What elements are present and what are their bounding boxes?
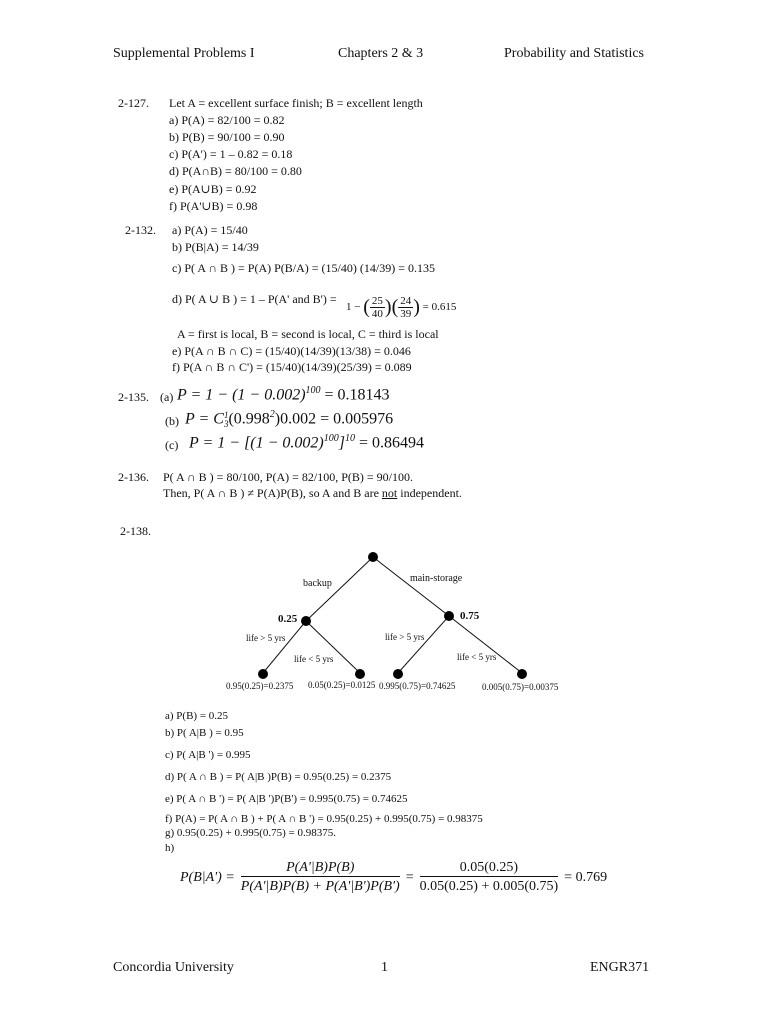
branch-label-backup: backup: [303, 578, 332, 589]
fraction-result: = 0.615: [422, 301, 457, 314]
branch-label-life: life > 5 yrs: [385, 632, 425, 642]
answer-line: a) P(A) = 82/100 = 0.82: [169, 113, 285, 127]
fraction: $\frac{25}{40}$: [371, 295, 383, 320]
formula-result: = 0.769: [564, 869, 608, 885]
answer-line: b) P(B) = 90/100 = 0.90: [169, 130, 285, 144]
problem-number: 2-138.: [120, 524, 151, 538]
header-right: Probability and Statistics: [504, 46, 644, 61]
tree-leaf-node: [258, 669, 268, 679]
branch-label-life: life < 5 yrs: [457, 652, 497, 662]
branch-label-main-storage: main-storage: [410, 573, 463, 584]
answer-line: c) P(A') = 1 – 0.82 = 0.18: [169, 147, 293, 161]
formula-c: $P = 1 - [(1 - 0.002)^{100}]^{10} = 0.86494$: [189, 433, 425, 452]
fraction-expression: 1 − ( $\frac{25}{40}$ )( $\frac{24}{39}$ ) = 0.615: [346, 295, 457, 320]
answer-line: d) P( A ∪ B ) = 1 – P(A' and B') =: [172, 292, 337, 306]
leaf-probability: 0.95(0.25)=0.2375: [226, 681, 294, 691]
problem-intro: Let A = excellent surface finish; B = excellent length: [169, 96, 423, 110]
answer-line: e) P( A ∩ B ') = P( A|B ')P(B') = 0.995(0.75) = 0.74625: [165, 793, 408, 805]
header-center: Chapters 2 & 3: [338, 46, 424, 61]
answer-line: d) P( A ∩ B ) = P( A|B )P(B) = 0.95(0.25) = 0.2375: [165, 771, 392, 783]
answer-line: e) P(A∪B) = 0.92: [169, 182, 257, 196]
formula-a: $P = 1 - (1 - 0.002)^{100} = 0.18143$: [177, 385, 390, 404]
tree-node: [301, 616, 311, 626]
formula-lhs: P(B|A') =: [180, 869, 235, 885]
emphasis-not: not: [381, 486, 398, 500]
tree-node: [368, 552, 378, 562]
tree-node: [444, 611, 454, 621]
tree-branch: [373, 557, 449, 616]
footer-right: ENGR371: [590, 960, 650, 975]
fraction: $\frac{24}{39}$: [400, 295, 412, 320]
event-definitions: A = first is local, B = second is local, C = third is local: [177, 327, 439, 341]
branch-label-life: life > 5 yrs: [246, 633, 286, 643]
node-prob-backup: 0.25: [278, 613, 298, 625]
answer-line: d) P(A∩B) = 80/100 = 0.80: [169, 164, 302, 178]
leaf-probability: 0.05(0.25)=0.0125: [308, 680, 376, 690]
answer-line: a) P(B) = 0.25: [165, 710, 229, 722]
part-label: (a): [160, 390, 174, 404]
formula-b: P = C 1 3 $(0.998^2)0.002 = 0.005976$: [185, 409, 394, 429]
answer-line: g) 0.95(0.25) + 0.995(0.75) = 0.98375.: [165, 827, 336, 839]
answer-line: b) P(B|A) = 14/39: [172, 240, 259, 254]
answer-line: e) P(A ∩ B ∩ C) = (15/40)(14/39)(13/38) = 0.046: [172, 344, 411, 358]
problem-number: 2-135.: [118, 390, 149, 404]
answer-line: f) P(A'∪B) = 0.98: [169, 199, 258, 213]
page-number: 1: [381, 960, 388, 975]
answer-line: a) P(A) = 15/40: [172, 223, 248, 237]
problem-number: 2-127.: [118, 96, 149, 110]
tree-leaf-node: [393, 669, 403, 679]
answer-line: P( A ∩ B ) = 80/100, P(A) = 82/100, P(B) = 90/100.: [163, 470, 413, 484]
answer-line: f) P(A ∩ B ∩ C') = (15/40)(14/39)(25/39) = 0.089: [172, 360, 412, 374]
tree-branch: [398, 616, 449, 673]
answer-line: c) P( A|B ') = 0.995: [165, 749, 251, 761]
problem-number: 2-136.: [118, 470, 149, 484]
answer-line: h): [165, 842, 175, 854]
problem-number: 2-132.: [125, 223, 156, 237]
header-left: Supplemental Problems I: [113, 46, 255, 61]
tree-branch: [306, 621, 360, 673]
one-minus: 1 −: [346, 301, 361, 314]
tree-leaf-node: [355, 669, 365, 679]
tree-branch: [449, 616, 522, 673]
tree-branch: [306, 557, 373, 621]
answer-line: b) P( A|B ) = 0.95: [165, 727, 244, 739]
fraction: $\frac{0.05(0.25)}{0.05(0.25) + 0.005(0.75)}$: [419, 860, 559, 894]
fraction: $\frac{P(A'|B)P(B)}{P(A'|B)P(B) + P(A'|B')P(B')}$: [240, 860, 400, 894]
part-label: (b): [165, 414, 179, 428]
part-label: (c): [165, 438, 179, 452]
answer-line: c) P( A ∩ B ) = P(A) P(B/A) = (15/40) (14/39) = 0.135: [172, 261, 435, 275]
tree-leaf-node: [517, 669, 527, 679]
leaf-probability: 0.995(0.75)=0.74625: [379, 681, 456, 691]
bayes-formula: P(B|A') = $\frac{P(A'|B)P(B)}{P(A'|B)P(B) + P(A'|B')P(B')}$ = $\frac{0.05(0.25)}{0.05(0.25) + 0.005(0.75)}$ = 0.769: [180, 860, 608, 894]
tree-branch: [263, 621, 306, 673]
branch-label-life: life < 5 yrs: [294, 654, 334, 664]
answer-line: Then, P( A ∩ B ) ≠ P(A)P(B), so A and B are not independent.: [163, 486, 462, 500]
node-prob-main: 0.75: [460, 610, 480, 622]
footer-left: Concordia University: [113, 960, 234, 975]
leaf-probability: 0.005(0.75)=0.00375: [482, 682, 559, 692]
answer-line: f) P(A) = P( A ∩ B ) + P( A ∩ B ') = 0.95(0.25) + 0.995(0.75) = 0.98375: [165, 813, 483, 825]
